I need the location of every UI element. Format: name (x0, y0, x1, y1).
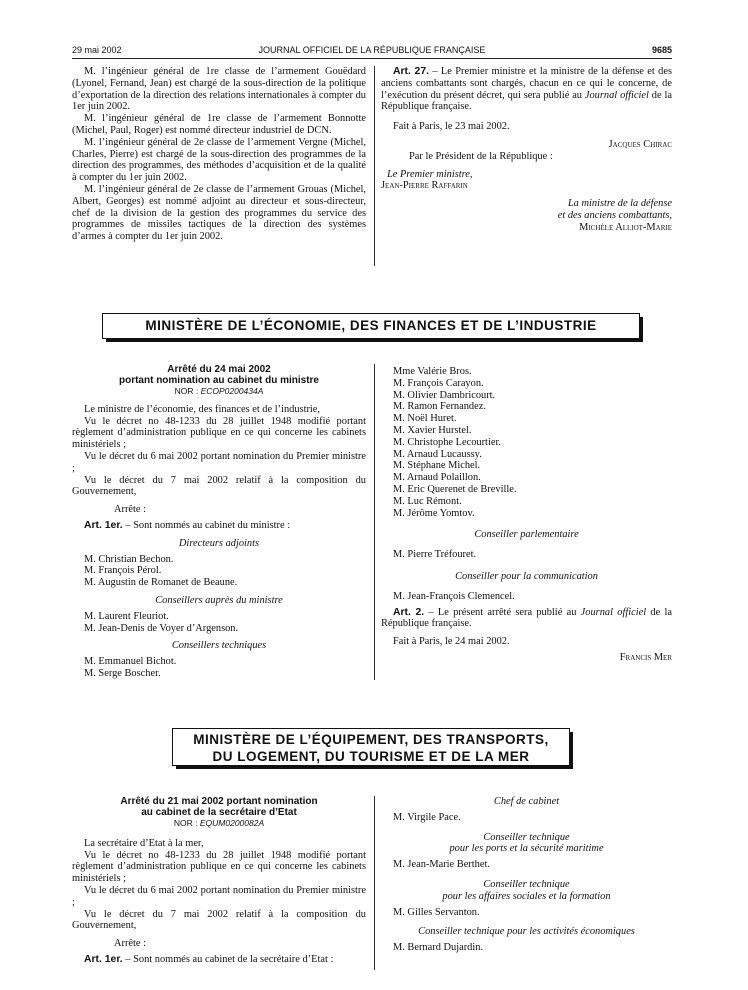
visa: Vu le décret no 48-1233 du 28 juillet 1948 modifié portant règlement d’administration publique en ce qui concerne les cabinets ministériels ; (72, 415, 366, 451)
name-item: M. Virgile Pace. (393, 811, 461, 823)
arrete-heading: au cabinet de la secrétaire d’Etat (141, 807, 297, 818)
header-rule (72, 58, 672, 59)
name-item: M. Eric Querenet de Breville. (393, 483, 517, 495)
arrete-left-column (72, 796, 366, 966)
nor-reference: NOR : EQUM0200082A (173, 818, 265, 828)
section-title: Conseiller technique (483, 831, 570, 843)
arrete-heading: Arrêté du 24 mai 2002 (167, 364, 271, 375)
ministry-banner (102, 313, 640, 339)
minister-name: Michèle Alliot-Marie (579, 221, 672, 233)
name-item: M. Xavier Hurstel. (393, 424, 472, 436)
visa: Vu le décret no 48-1233 du 28 juillet 1948 modifié portant règlement d’administration publique en ce qui concerne les cabinets ministériels ; (72, 849, 366, 885)
pm-title: Le Premier ministre, (387, 168, 473, 180)
arrete-heading: portant nomination au cabinet du ministre (118, 375, 319, 386)
article-1: Art. 1er. – Sont nommés au cabinet de la secrétaire d’Etat : (84, 953, 334, 965)
name-item: M. Laurent Fleuriot. (84, 610, 169, 622)
top-left-column (72, 66, 366, 243)
arrete-right-column (381, 366, 672, 664)
section-title: Conseiller pour la communication (455, 570, 598, 582)
par-le-president: Par le Président de la République : (409, 150, 553, 162)
ministry-title: MINISTÈRE DE L’ÉCONOMIE, DES FINANCES ET DE L’INDUSTRIE (145, 318, 597, 333)
section-title: Conseiller parlementaire (474, 529, 579, 541)
name-item: M. Jean-Marie Berthet. (393, 859, 490, 871)
arrete-right-column (381, 796, 672, 954)
name-item: M. Noël Huret. (393, 413, 457, 425)
article-27: Art. 27. – Le Premier ministre et la ministre de la défense et des anciens combattants sont chargés, chacun en ce qui le concerne, de l’exécution du présent décret, qui sera publié au Journal officiel de la République française. (381, 66, 672, 113)
top-right-column (381, 66, 672, 234)
article-2: Art. 2. – Le présent arrêté sera publié au Journal officiel de la République française. (381, 606, 673, 630)
fait-a-paris: Fait à Paris, le 23 mai 2002. (393, 121, 510, 133)
section-title: Conseillers auprès du ministre (155, 594, 283, 606)
section-title: Conseillers techniques (171, 640, 267, 652)
name-item: M. Pierre Tréfouret. (393, 549, 477, 561)
page-number: 9685 (651, 45, 672, 55)
visa: Vu le décret du 7 mai 2002 relatif à la composition du Gouvernement, (72, 474, 366, 498)
arrete-left-column (72, 364, 366, 680)
section-title: pour les ports et la sécurité maritime (449, 843, 604, 855)
name-item: M. Arnaud Polaillon. (393, 472, 481, 484)
name-item: M. Christophe Lecourtier. (393, 436, 501, 448)
column-divider (374, 364, 375, 680)
visa: Vu le décret du 7 mai 2002 relatif à la composition du Gouvernement, (72, 908, 366, 932)
name-item: M. Luc Rémont. (393, 495, 462, 507)
signature: Jacques Chirac (608, 138, 672, 150)
article-1: Art. 1er. – Sont nommés au cabinet du ministre : (84, 519, 291, 531)
intro: La secrétaire d’Etat à la mer, (84, 837, 204, 849)
section-title: Directeurs adjoints (178, 537, 260, 549)
section-title: pour les affaires sociales et la formation (442, 890, 611, 902)
name-item: M. François Carayon. (393, 377, 484, 389)
name-item: M. Ramon Fernandez. (393, 401, 486, 413)
visa: Vu le décret du 6 mai 2002 portant nomination du Premier ministre ; (72, 450, 366, 474)
signature: Francis Mer (619, 651, 672, 663)
name-item: M. Jean-François Clemencel. (393, 590, 515, 602)
name-item: M. Emmanuel Bichot. (84, 656, 177, 668)
journal-title: JOURNAL OFFICIEL DE LA RÉPUBLIQUE FRANÇAISE (258, 45, 486, 55)
arrete-label: Arrête : (114, 938, 147, 950)
name-item: M. Gilles Servanton. (393, 906, 480, 918)
name-item: M. Stéphane Michel. (393, 460, 481, 472)
paragraph: M. l’ingénieur général de 1re classe de l’armement Gouëdard (Lyonel, Fernand, Jean) est chargé de la sous-direction de la politique d’exportation de la direction des relations internationales à compter du 1er juin 2002. (72, 66, 366, 113)
arrete-label: Arrête : (114, 504, 147, 516)
name-item: M. Jean-Denis de Voyer d’Argenson. (84, 622, 239, 634)
paragraph: M. l’ingénieur général de 1re classe de l’armement Bonnotte (Michel, Paul, Roger) est nommé directeur industriel de DCN. (72, 113, 366, 136)
fait-a-paris: Fait à Paris, le 24 mai 2002. (393, 636, 510, 648)
section-title: Chef de cabinet (493, 796, 560, 807)
visa: Vu le décret du 6 mai 2002 portant nomination du Premier ministre ; (72, 884, 366, 908)
name-item: M. Jérôme Yomtov. (393, 507, 475, 519)
minister-title: La ministre de la défense (567, 198, 672, 210)
section-title: Conseiller technique (483, 878, 570, 890)
paragraph: M. l’ingénieur général de 2e classe de l’armement Grouas (Michel, Albert, Georges) est nommé adjoint au directeur et sous-directeur, chef de la division de la gestion des programmes du service des programmes de missiles tactiques de la direction des systèmes d’armes à compter du 1er juin 2002. (72, 183, 366, 243)
minister-title: et des anciens combattants, (557, 209, 672, 221)
pm-name: Jean-Pierre Raffarin (381, 180, 468, 192)
paragraph: M. l’ingénieur général de 2e classe de l’armement Vergne (Michel, Charles, Pierre) est chargé de la sous-direction des programmes de la direction des programmes, des méthodes d’acquisition et de la qualité à compter du 1er juin 2002. (72, 136, 366, 184)
name-item: M. François Pérol. (84, 565, 162, 577)
name-item: M. Augustin de Romanet de Beaune. (84, 577, 238, 589)
column-divider (374, 66, 375, 266)
ministry-title: MINISTÈRE DE L’ÉQUIPEMENT, DES TRANSPORTS, (193, 732, 549, 747)
name-item: M. Serge Boscher. (84, 667, 161, 679)
section-title: Conseiller technique pour les activités économiques (418, 926, 635, 938)
name-item: M. Arnaud Lucaussy. (393, 448, 482, 460)
ministry-title: DU LOGEMENT, DU TOURISME ET DE LA MER (212, 749, 530, 764)
name-item: M. Olivier Dambricourt. (393, 389, 496, 401)
issue-date: 29 mai 2002 (72, 45, 122, 55)
ministry-banner (172, 728, 570, 766)
arrete-heading: Arrêté du 21 mai 2002 portant nomination (120, 796, 318, 807)
name-item: M. Christian Bechon. (84, 553, 174, 565)
nor-reference: NOR : ECOP0200434A (174, 386, 264, 396)
name-item: Mme Valérie Bros. (393, 366, 472, 377)
intro: Le ministre de l’économie, des finances et de l’industrie, (84, 403, 321, 415)
name-item: M. Bernard Dujardin. (393, 942, 484, 954)
column-divider (374, 796, 375, 970)
